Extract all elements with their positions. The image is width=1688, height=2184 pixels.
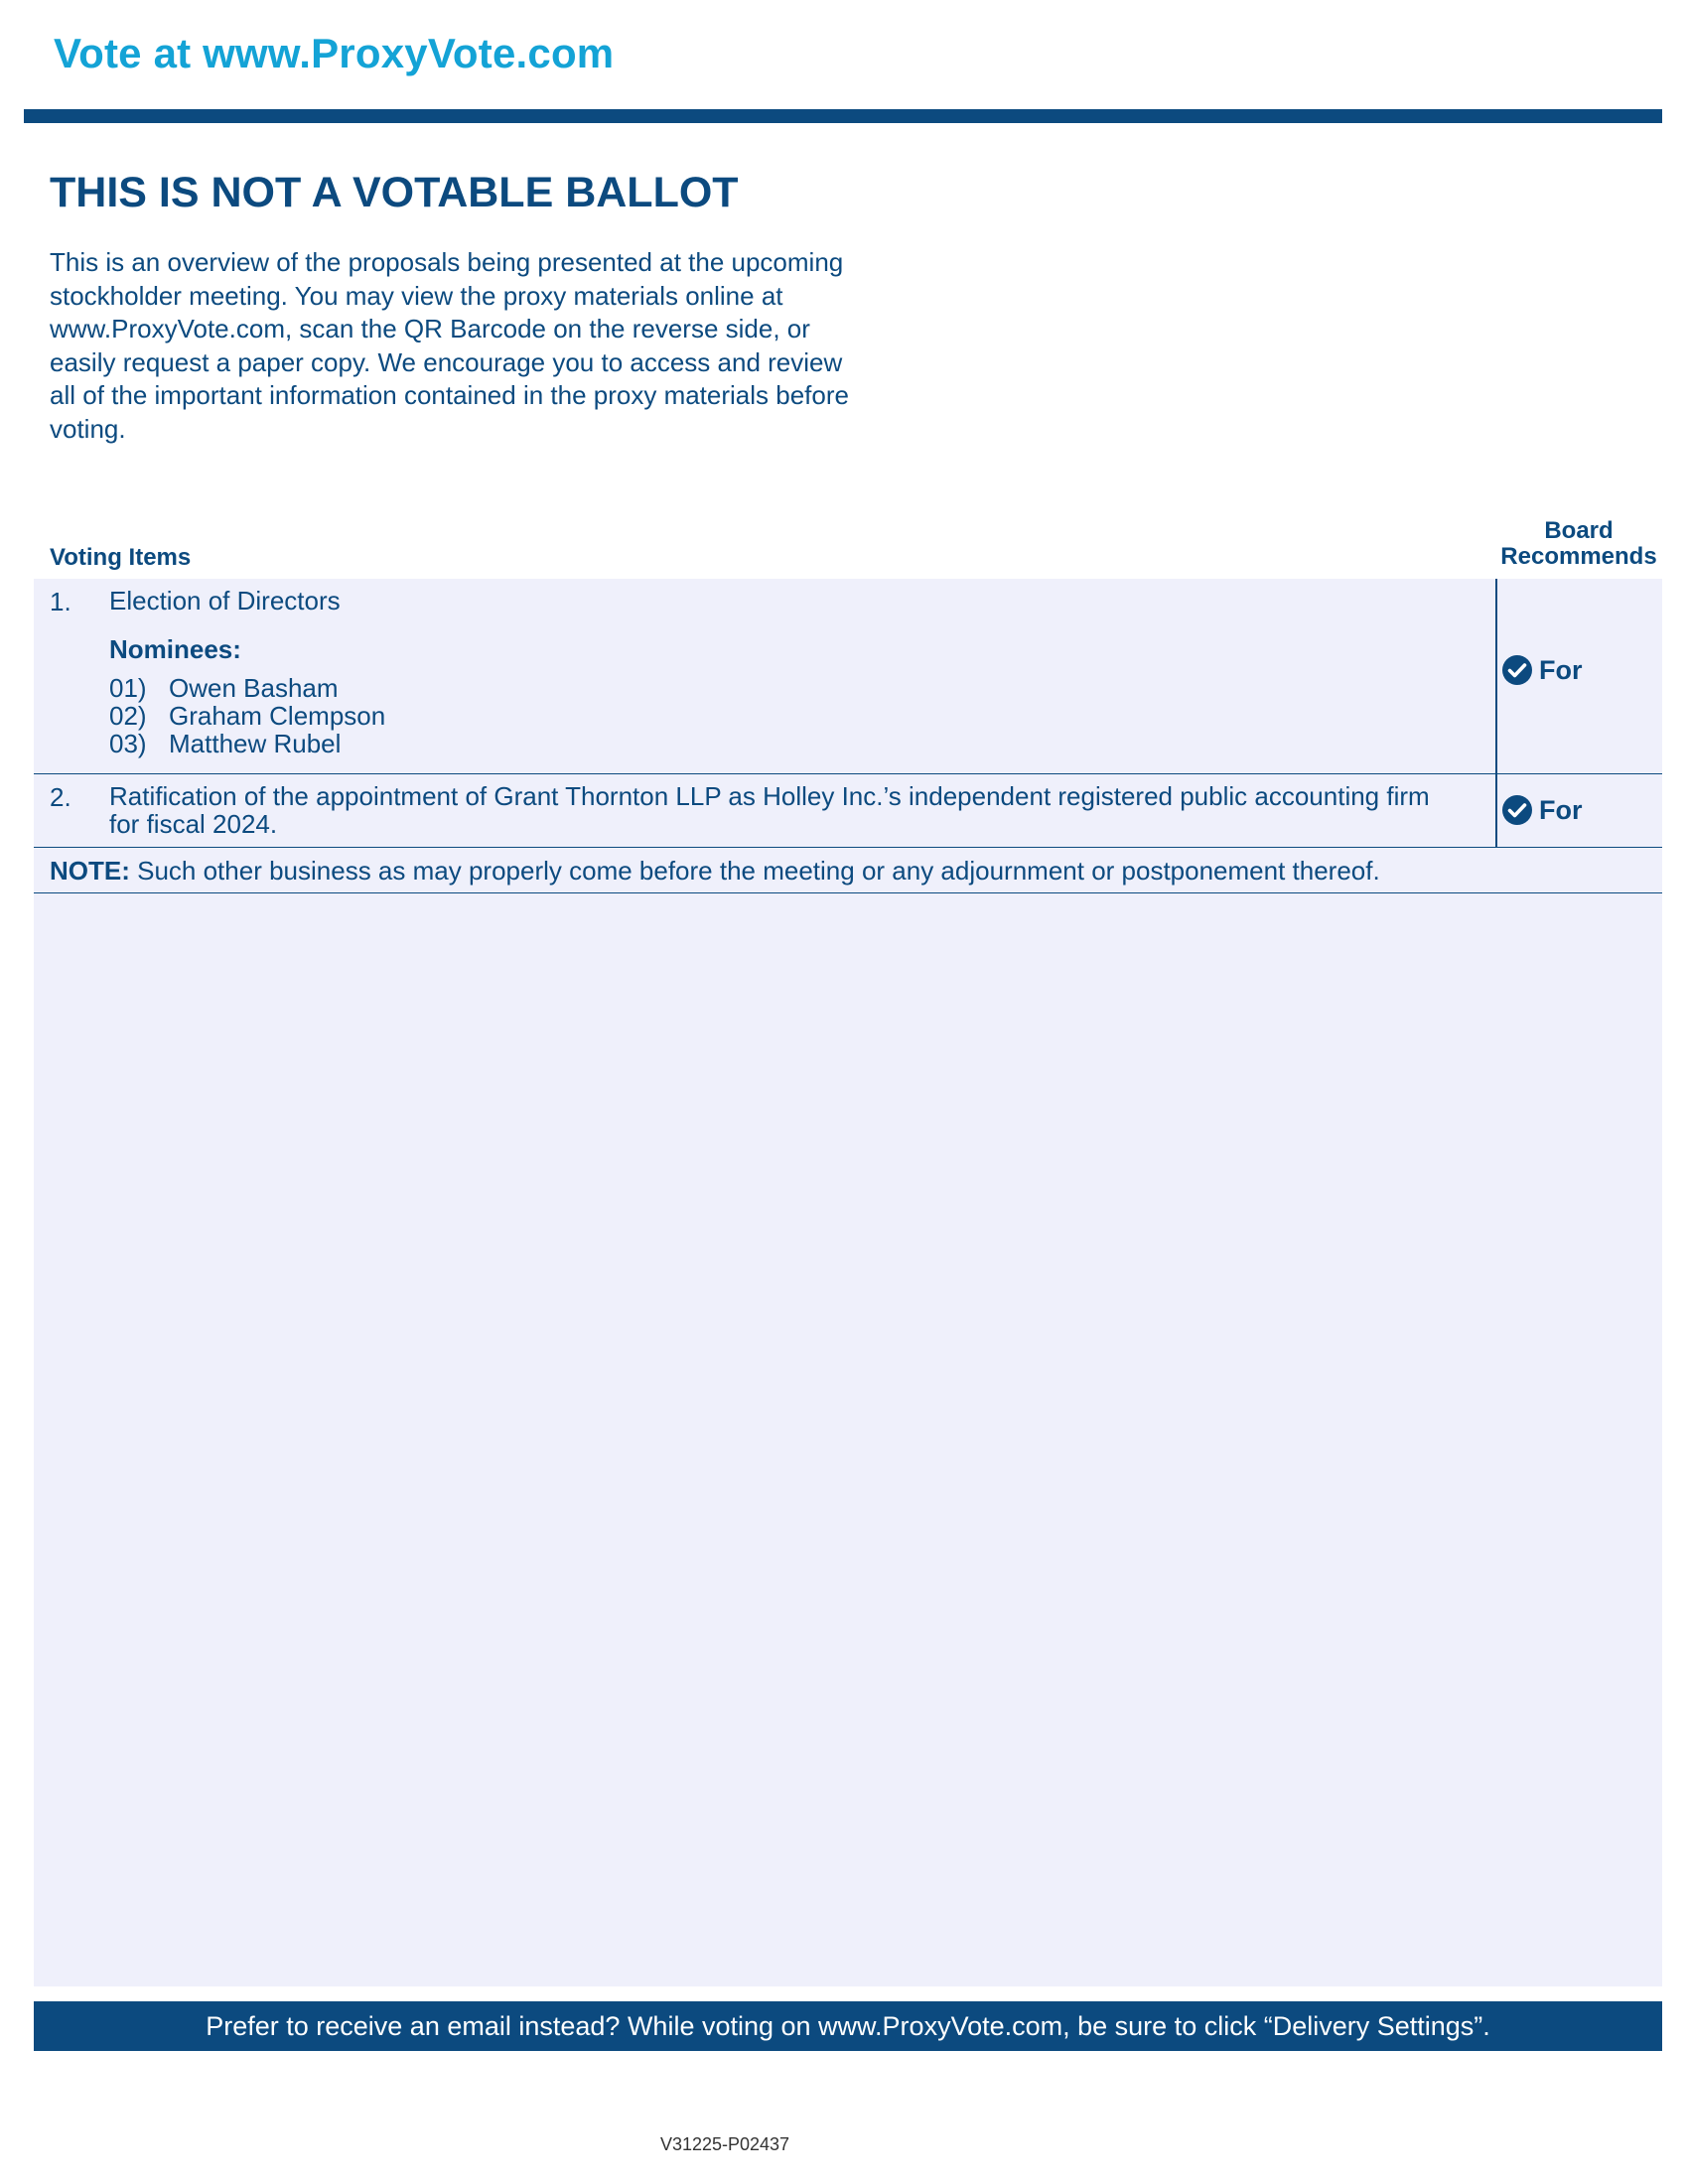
nominee-number: 01) bbox=[109, 673, 147, 703]
item-text-line1: Ratification of the appointment of Grant Thornton LLP as Holley Inc.’s independent registered public accounting firm bbox=[109, 781, 1430, 811]
banner-text: Prefer to receive an email instead? While voting on www.ProxyVote.com, be sure to click “Delivery Settings”. bbox=[206, 2010, 1490, 2041]
header-divider bbox=[24, 109, 1662, 123]
item-text: Election of Directors bbox=[109, 586, 341, 615]
nominees-label: Nominees: bbox=[109, 634, 241, 664]
note-body: Such other business as may properly come before the meeting or any adjournment or postponement thereof. bbox=[129, 856, 1380, 886]
nominee-item bbox=[109, 702, 385, 730]
item-number: 2. bbox=[50, 782, 71, 812]
note-row bbox=[34, 848, 1662, 893]
nominee-item bbox=[109, 674, 339, 702]
nominee-number: 02) bbox=[109, 701, 147, 731]
voting-item-row bbox=[34, 579, 1662, 774]
voting-items-panel bbox=[34, 579, 1662, 1986]
note-text bbox=[50, 856, 1380, 887]
board-header-line2: Recommends bbox=[1500, 543, 1657, 570]
board-recommends-header bbox=[1494, 518, 1663, 570]
check-circle-icon bbox=[1501, 654, 1533, 686]
page-title: THIS IS NOT A VOTABLE BALLOT bbox=[50, 169, 739, 216]
recommendation-divider bbox=[1495, 579, 1497, 773]
nominee-name: Graham Clempson bbox=[169, 701, 386, 731]
nominee-name: Matthew Rubel bbox=[169, 729, 342, 758]
nominee-item bbox=[109, 730, 341, 757]
intro-paragraph: This is an overview of the proposals being presented at the upcoming stockholder meeting. You may view the proxy materials online at www.ProxyVote.com, scan the QR Barcode on the reverse side, or easily request a paper copy. We encourage you to access and review all of the important information contained in the proxy materials before voting. bbox=[50, 247, 849, 444]
voting-items-header: Voting Items bbox=[50, 544, 192, 571]
recommendation-value: For bbox=[1539, 654, 1583, 685]
proxyvote-link[interactable]: Vote at www.ProxyVote.com bbox=[54, 30, 615, 76]
delivery-settings-banner bbox=[34, 2001, 1662, 2051]
board-recommendation bbox=[1501, 654, 1583, 686]
board-recommendation bbox=[1501, 794, 1583, 826]
voting-item-row bbox=[34, 774, 1662, 848]
check-circle-icon bbox=[1501, 794, 1533, 826]
recommendation-divider bbox=[1495, 774, 1497, 847]
item-text-line2: for fiscal 2024. bbox=[109, 809, 278, 839]
document-code: V31225-P02437 bbox=[659, 2134, 790, 2154]
nominee-number: 03) bbox=[109, 729, 147, 758]
recommendation-value: For bbox=[1539, 794, 1583, 825]
board-header-line1: Board bbox=[1544, 517, 1614, 544]
nominee-name: Owen Basham bbox=[169, 673, 339, 703]
note-label: NOTE: bbox=[50, 856, 130, 886]
item-number: 1. bbox=[50, 587, 71, 616]
